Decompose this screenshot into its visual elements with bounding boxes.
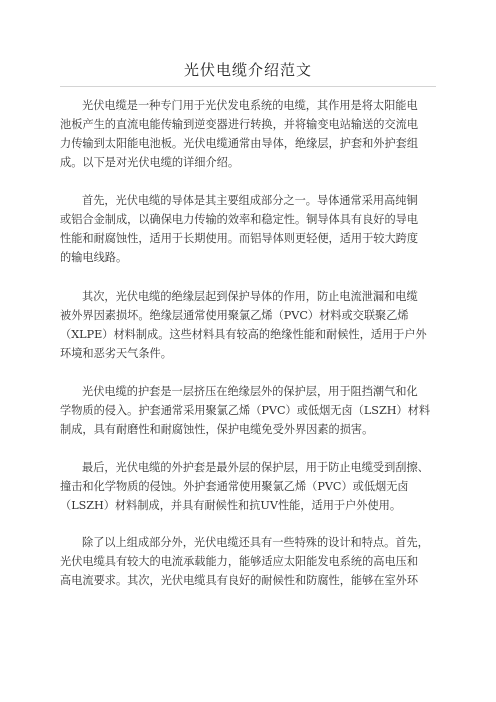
paragraph-outer-sheath (60, 458, 436, 515)
paragraph-intro (60, 96, 436, 172)
text-line: 光伏电缆具有较大的电流承载能力，能够适应太阳能发电系统的高电压和 (60, 555, 419, 568)
text-line: 除了以上组成部分外，光伏电缆还具有一些特殊的设计和特点。首先， (82, 536, 429, 549)
text-line: 池板产生的直流电能传输到逆变器进行转换，并将输变电站输送的交流电 (60, 118, 419, 131)
text-line: 其次，光伏电缆的绝缘层起到保护导体的作用，防止电流泄漏和电缆 (82, 290, 418, 303)
text-line: 被外界因素损坏。绝缘层通常使用聚氯乙烯（PVC）材料或交联聚乙烯 (60, 309, 409, 322)
text-line: 最后，光伏电缆的外护套是最外层的保护层，用于防止电缆受到刮擦、 (82, 461, 429, 474)
text-line: 学物质的侵入。护套通常采用聚氯乙烯（PVC）或低烟无卤（LSZH）材料 (60, 404, 431, 417)
text-line: 高电流要求。其次，光伏电缆具有良好的耐候性和防腐性，能够在室外环 (60, 574, 419, 587)
text-line: 光伏电缆的护套是一层挤压在绝缘层外的保护层，用于阻挡潮气和化 (82, 385, 418, 398)
text-line: 首先，光伏电缆的导体是其主要组成部分之一。导体通常采用高纯铜 (82, 194, 418, 207)
title-divider (60, 86, 436, 87)
text-line: 的输电线路。 (60, 251, 128, 264)
text-line: 性能和耐腐蚀性，适用于长期使用。而铝导体则更轻便，适用于较大跨度 (60, 232, 419, 245)
text-line: 制成，具有耐磨性和耐腐蚀性，保护电缆免受外界因素的损害。 (60, 423, 374, 436)
text-line: 光伏电缆是一种专门用于光伏发电系统的电缆，其作用是将太阳能电 (82, 99, 418, 112)
paragraph-features (60, 533, 436, 590)
paragraph-insulation (60, 287, 436, 363)
text-line: 撞击和化学物质的侵蚀。外护套通常使用聚氯乙烯（PVC）或低烟无卤 (60, 480, 409, 493)
text-line: （LSZH）材料制成，并具有耐候性和抗UV性能，适用于户外使用。 (60, 499, 402, 512)
text-line: 环境和恶劣天气条件。 (60, 347, 172, 360)
text-line: 力传输到太阳能电池板。光伏电缆通常由导体，绝缘层，护套和外护套组 (60, 137, 419, 150)
text-line: 成。以下是对光伏电缆的详细介绍。 (60, 156, 240, 169)
paragraph-sheath (60, 382, 436, 439)
document-title: 光伏电缆介绍范文 (183, 61, 312, 79)
text-line: （XLPE）材料制成。这些材料具有较高的绝缘性能和耐候性，适用于户外 (60, 328, 427, 341)
paragraph-conductor (60, 191, 436, 267)
text-line: 或铝合金制成，以确保电力传输的效率和稳定性。铜导体具有良好的导电 (60, 213, 419, 226)
